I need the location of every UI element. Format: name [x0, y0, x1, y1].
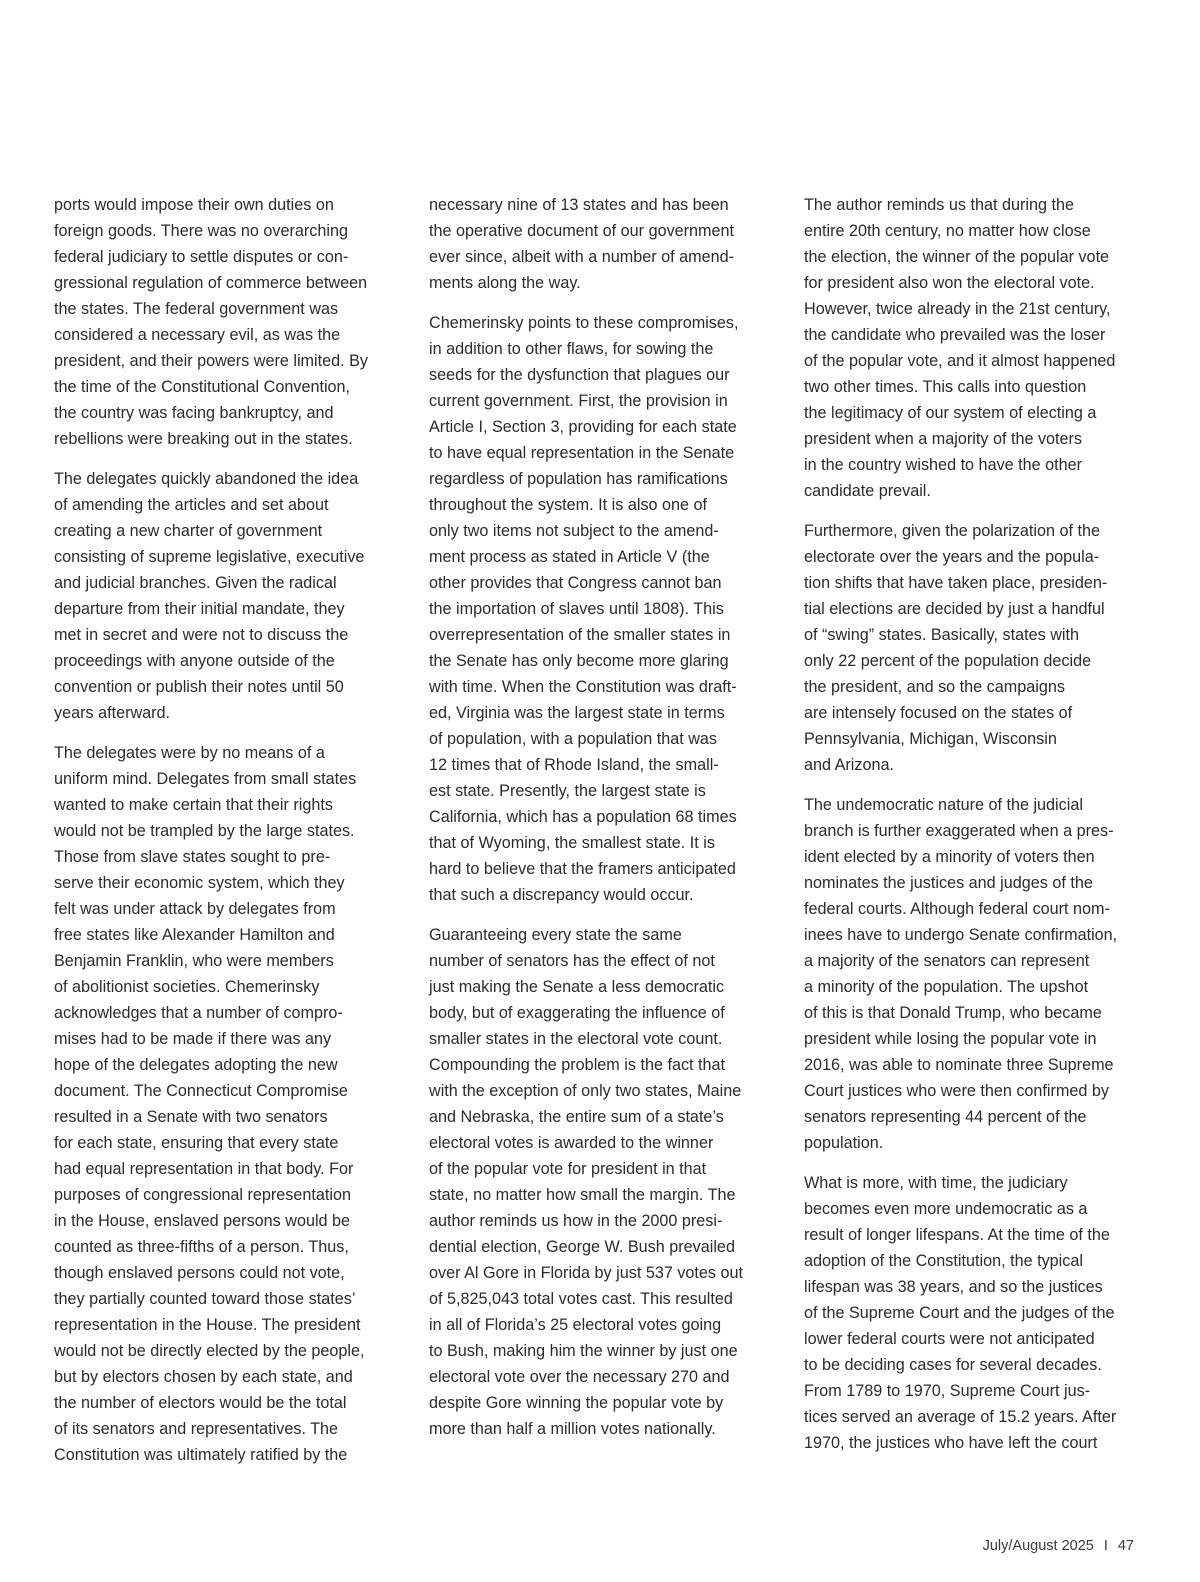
paragraph-gap [429, 296, 765, 310]
text-line: consisting of supreme legislative, executive [54, 548, 365, 566]
paragraph-gap [54, 726, 390, 740]
text-line: Pennsylvania, Michigan, Wisconsin [804, 730, 1057, 748]
text-line: and Arizona. [804, 756, 894, 774]
text-line: California, which has a population 68 times [429, 808, 737, 826]
text-line: necessary nine of 13 states and has been [429, 196, 729, 214]
text-line: of amending the articles and set about [54, 496, 329, 514]
text-line: the election, the winner of the popular vote [804, 248, 1110, 266]
text-line: years afterward. [54, 704, 171, 722]
text-line: a minority of the population. The upshot [804, 978, 1089, 996]
text-line: Those from slave states sought to pre- [54, 848, 331, 866]
text-line: but by electors chosen by each state, and [54, 1368, 353, 1386]
text-line: the states. The federal government was [54, 300, 339, 318]
paragraph [804, 192, 1140, 504]
text-line: the time of the Constitutional Convention, [54, 378, 351, 396]
text-line: that of Wyoming, the smallest state. It is [429, 834, 715, 852]
text-line: What is more, with time, the judiciary [804, 1174, 1068, 1192]
paragraph [54, 192, 390, 452]
text-line: Compounding the problem is the fact that [429, 1056, 726, 1074]
text-line: and Nebraska, the entire sum of a state’s [429, 1108, 724, 1126]
text-line: Guaranteeing every state the same [429, 926, 682, 944]
text-line: had equal representation in that body. For [54, 1160, 354, 1178]
text-line: 12 times that of Rhode Island, the small- [429, 756, 719, 774]
text-line: overrepresentation of the smaller states in [429, 626, 731, 644]
page-footer [983, 1538, 1134, 1554]
text-line: convention or publish their notes until 50 [54, 678, 344, 696]
text-line: over Al Gore in Florida by just 537 votes out [429, 1264, 744, 1282]
text-line: the legitimacy of our system of electing a [804, 404, 1097, 422]
text-line: foreign goods. There was no overarching [54, 222, 348, 240]
text-line: rebellions were breaking out in the states. [54, 430, 353, 448]
text-line: electoral votes is awarded to the winner [429, 1134, 714, 1152]
text-line: for each state, ensuring that every state [54, 1134, 339, 1152]
text-line: electoral vote over the necessary 270 and [429, 1368, 730, 1386]
text-line: would not be directly elected by the people, [54, 1342, 365, 1360]
text-line: the number of electors would be the total [54, 1394, 347, 1412]
paragraph-gap [429, 908, 765, 922]
text-line: and judicial branches. Given the radical [54, 574, 337, 592]
text-line: departure from their initial mandate, they [54, 600, 345, 618]
text-line: president while losing the popular vote in [804, 1030, 1097, 1048]
text-line: adoption of the Constitution, the typical [804, 1252, 1083, 1270]
text-line: to have equal representation in the Senate [429, 444, 735, 462]
paragraph-gap [804, 504, 1140, 518]
text-line: with the exception of only two states, Maine [429, 1082, 742, 1100]
text-line: Benjamin Franklin, who were members [54, 952, 334, 970]
text-line: federal judiciary to settle disputes or con- [54, 248, 349, 266]
text-line: ident elected by a minority of voters then [804, 848, 1095, 866]
text-line: the country was facing bankruptcy, and [54, 404, 334, 422]
text-line: in addition to other flaws, for sowing the [429, 340, 714, 358]
text-line: met in secret and were not to discuss the [54, 626, 349, 644]
text-line: throughout the system. It is also one of [429, 496, 708, 514]
text-line: Chemerinsky points to these compromises, [429, 314, 739, 332]
text-line: tices served an average of 15.2 years. After [804, 1408, 1117, 1426]
page-number: 47 [1117, 1538, 1134, 1554]
text-line: president when a majority of the voters [804, 430, 1083, 448]
text-line: of “swing” states. Basically, states with [804, 626, 1079, 644]
text-line: hard to believe that the framers anticipated [429, 860, 736, 878]
text-line: senators representing 44 percent of the [804, 1108, 1087, 1126]
text-line: a majority of the senators can represent [804, 952, 1090, 970]
text-line: more than half a million votes nationally. [429, 1420, 716, 1438]
text-line: the operative document of our government [429, 222, 735, 240]
text-line: with time. When the Constitution was draft- [429, 678, 737, 696]
text-line: becomes even more undemocratic as a [804, 1200, 1088, 1218]
text-line: The author reminds us that during the [804, 196, 1074, 214]
text-line: representation in the House. The president [54, 1316, 361, 1334]
text-line: entire 20th century, no matter how close [804, 222, 1091, 240]
text-line: just making the Senate a less democratic [429, 978, 725, 996]
paragraph [804, 1170, 1140, 1456]
text-line: smaller states in the electoral vote count. [429, 1030, 723, 1048]
text-line: Constitution was ultimately ratified by the [54, 1446, 348, 1464]
paragraph [429, 922, 765, 1442]
text-line: the candidate who prevailed was the loser [804, 326, 1106, 344]
text-line: of the popular vote for president in that [429, 1160, 707, 1178]
text-line: inees have to undergo Senate confirmation, [804, 926, 1118, 944]
text-line: purposes of congressional representation [54, 1186, 351, 1204]
text-line: wanted to make certain that their rights [54, 796, 333, 814]
text-line: that such a discrepancy would occur. [429, 886, 694, 904]
text-line: candidate prevail. [804, 482, 931, 500]
paragraph-gap [54, 452, 390, 466]
text-line: lower federal courts were not anticipated [804, 1330, 1095, 1348]
text-line: body, but of exaggerating the influence of [429, 1004, 725, 1022]
text-line: ment process as stated in Article V (the [429, 548, 710, 566]
text-column-2 [429, 192, 765, 1442]
text-line: proceedings with anyone outside of the [54, 652, 335, 670]
text-line: of 5,825,043 total votes cast. This resulted [429, 1290, 733, 1308]
text-line: creating a new charter of government [54, 522, 323, 540]
text-line: of this is that Donald Trump, who became [804, 1004, 1102, 1022]
text-line: in all of Florida’s 25 electoral votes going [429, 1316, 722, 1334]
text-line: state, no matter how small the margin. The [429, 1186, 736, 1204]
text-line: of abolitionist societies. Chemerinsky [54, 978, 320, 996]
text-line: mises had to be made if there was any [54, 1030, 332, 1048]
text-line: The delegates were by no means of a [54, 744, 325, 762]
text-line: dential election, George W. Bush prevailed [429, 1238, 735, 1256]
text-line: two other times. This calls into question [804, 378, 1087, 396]
text-line: of population, with a population that was [429, 730, 717, 748]
text-line: to be deciding cases for several decades. [804, 1356, 1102, 1374]
text-line: ever since, albeit with a number of amend- [429, 248, 735, 266]
text-line: est state. Presently, the largest state is [429, 782, 706, 800]
text-line: only 22 percent of the population decide [804, 652, 1092, 670]
text-line: ed, Virginia was the largest state in terms [429, 704, 725, 722]
text-line: 1970, the justices who have left the court [804, 1434, 1098, 1452]
text-line: to Bush, making him the winner by just one [429, 1342, 738, 1360]
paragraph [804, 518, 1140, 778]
text-line: considered a necessary evil, as was the [54, 326, 341, 344]
text-line: The undemocratic nature of the judicial [804, 796, 1083, 814]
text-line: result of longer lifespans. At the time of the [804, 1226, 1110, 1244]
text-line: Court justices who were then confirmed by [804, 1082, 1110, 1100]
text-line: uniform mind. Delegates from small states [54, 770, 357, 788]
text-line: branch is further exaggerated when a pres- [804, 822, 1114, 840]
text-line: the president, and so the campaigns [804, 678, 1065, 696]
text-line: for president also won the electoral vote. [804, 274, 1095, 292]
text-line: acknowledges that a number of compro- [54, 1004, 343, 1022]
text-line: number of senators has the effect of not [429, 952, 715, 970]
text-line: the importation of slaves until 1808). This [429, 600, 724, 618]
text-line: tion shifts that have taken place, presiden- [804, 574, 1108, 592]
text-line: nominates the justices and judges of the [804, 874, 1093, 892]
text-line: Furthermore, given the polarization of the [804, 522, 1101, 540]
text-line: gressional regulation of commerce between [54, 274, 368, 292]
text-line: tial elections are decided by just a handful [804, 600, 1105, 618]
text-line: Article I, Section 3, providing for each state [429, 418, 737, 436]
text-line: resulted in a Senate with two senators [54, 1108, 328, 1126]
text-line: are intensely focused on the states of [804, 704, 1073, 722]
text-line: ports would impose their own duties on [54, 196, 334, 214]
text-line: despite Gore winning the popular vote by [429, 1394, 724, 1412]
text-line: would not be trampled by the large states. [54, 822, 355, 840]
text-line: counted as three-fifths of a person. Thus, [54, 1238, 349, 1256]
paragraph [54, 466, 390, 726]
text-line: of the Supreme Court and the judges of the [804, 1304, 1115, 1322]
text-line: federal courts. Although federal court nom- [804, 900, 1110, 918]
text-line: the Senate has only become more glaring [429, 652, 729, 670]
text-line: though enslaved persons could not vote, [54, 1264, 345, 1282]
text-line: document. The Connecticut Compromise [54, 1082, 348, 1100]
paragraph [429, 310, 765, 908]
text-line: in the country wished to have the other [804, 456, 1083, 474]
issue-date: July/August 2025 [982, 1538, 1094, 1554]
paragraph [804, 792, 1140, 1156]
text-line: ments along the way. [429, 274, 581, 292]
text-line: of its senators and representatives. The [54, 1420, 339, 1438]
paragraph-gap [804, 1156, 1140, 1170]
text-line: population. [804, 1134, 884, 1152]
text-line: However, twice already in the 21st century, [804, 300, 1111, 318]
text-line: only two items not subject to the amend- [429, 522, 719, 540]
paragraph-gap [804, 778, 1140, 792]
text-line: felt was under attack by delegates from [54, 900, 336, 918]
text-column-1 [54, 192, 390, 1468]
text-line: hope of the delegates adopting the new [54, 1056, 338, 1074]
text-line: regardless of population has ramifications [429, 470, 728, 488]
text-line: seeds for the dysfunction that plagues our [429, 366, 730, 384]
text-line: current government. First, the provision in [429, 392, 728, 410]
text-line: electorate over the years and the popula- [804, 548, 1100, 566]
text-line: they partially counted toward those states’ [54, 1290, 356, 1308]
text-line: free states like Alexander Hamilton and [54, 926, 335, 944]
text-line: lifespan was 38 years, and so the justices [804, 1278, 1103, 1296]
text-line: From 1789 to 1970, Supreme Court jus- [804, 1382, 1091, 1400]
paragraph [429, 192, 765, 296]
text-line: 2016, was able to nominate three Supreme [804, 1056, 1114, 1074]
text-line: The delegates quickly abandoned the idea [54, 470, 359, 488]
paragraph [54, 740, 390, 1468]
text-line: in the House, enslaved persons would be [54, 1212, 351, 1230]
text-line: author reminds us how in the 2000 presi- [429, 1212, 723, 1230]
text-line: other provides that Congress cannot ban [429, 574, 722, 592]
text-column-3 [804, 192, 1140, 1456]
footer-separator: I [1103, 1538, 1108, 1554]
text-line: president, and their powers were limited. By [54, 352, 369, 370]
text-line: serve their economic system, which they [54, 874, 345, 892]
text-line: of the popular vote, and it almost happened [804, 352, 1116, 370]
